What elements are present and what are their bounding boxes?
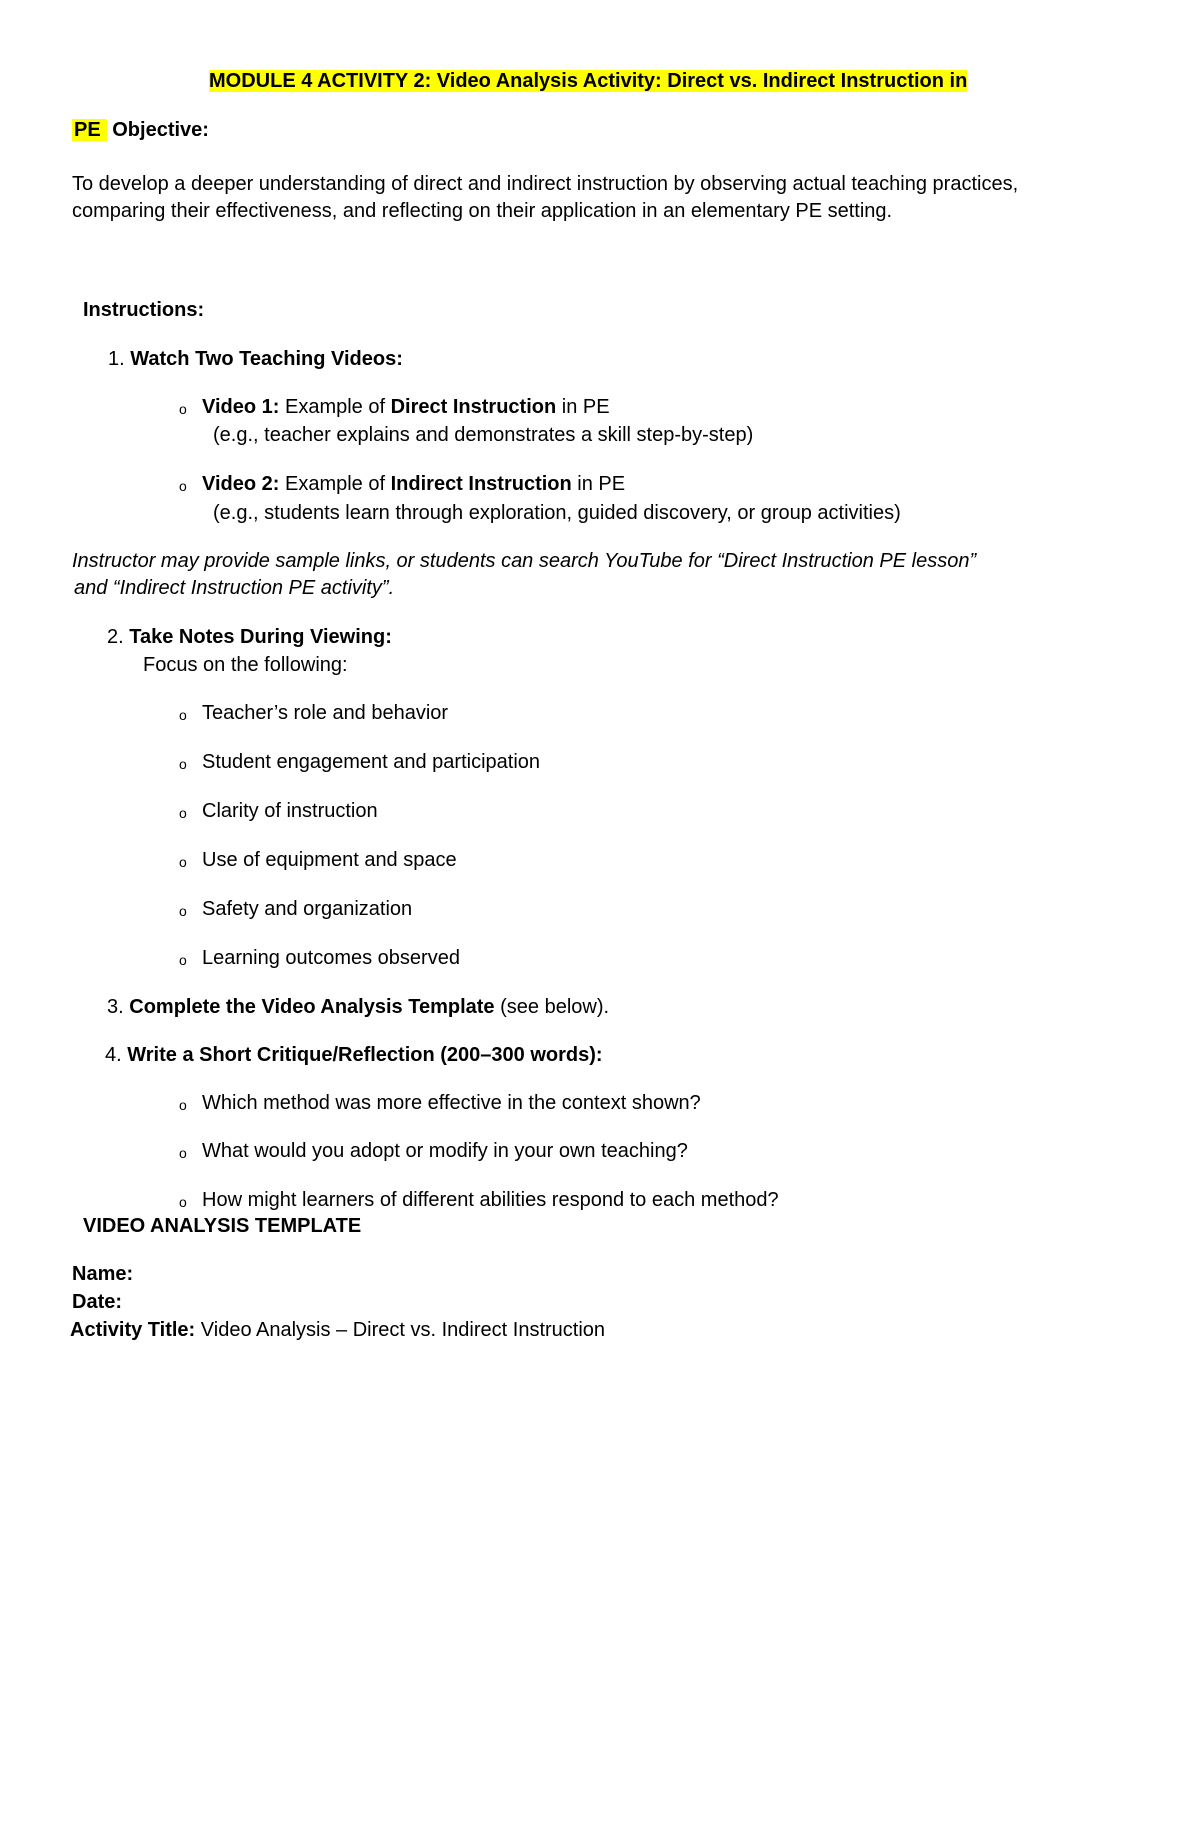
list-item: Student engagement and participation xyxy=(202,751,541,773)
bullet-icon: o xyxy=(179,903,187,919)
step-1 xyxy=(108,346,403,372)
bullet-icon: o xyxy=(179,756,187,772)
step-4-number: 4. xyxy=(105,1044,122,1066)
video-1-text-post: in PE xyxy=(556,396,610,418)
template-heading-text: VIDEO ANALYSIS TEMPLATE xyxy=(83,1215,362,1237)
title-highlight: MODULE 4 ACTIVITY 2: Video Analysis Activity: Direct vs. Indirect Instruction in xyxy=(209,70,968,92)
video-2-text-post: in PE xyxy=(571,473,626,495)
step-4 xyxy=(105,1042,603,1068)
video-1-label: Video 1: xyxy=(202,396,280,418)
bullet-icon: o xyxy=(179,805,187,821)
list-item: Which method was more effective in the context shown? xyxy=(202,1092,701,1114)
bullet-icon: o xyxy=(179,1194,187,1210)
step-3-suffix: (see below). xyxy=(494,996,610,1018)
bullet-icon: o xyxy=(179,1097,187,1113)
video-2-label: Video 2: xyxy=(202,473,280,495)
bullet-icon: o xyxy=(179,401,187,417)
activity-title-value: Video Analysis – Direct vs. Indirect Instruction xyxy=(195,1319,606,1341)
bullet-icon: o xyxy=(179,854,187,870)
step-1-label: Watch Two Teaching Videos: xyxy=(130,348,403,370)
video-2-bold: Indirect Instruction xyxy=(390,473,572,495)
video-1-example: (e.g., teacher explains and demonstrates a skill step-by-step) xyxy=(213,424,754,446)
document-title xyxy=(209,68,967,94)
step-2-focus: Focus on the following: xyxy=(143,654,348,676)
list-item: Use of equipment and space xyxy=(202,849,457,871)
step-3 xyxy=(107,994,609,1020)
list-item: What would you adopt or modify in your own teaching? xyxy=(202,1140,688,1162)
step-3-label: Complete the Video Analysis Template xyxy=(129,996,495,1018)
list-item: How might learners of different abilities respond to each method? xyxy=(202,1189,779,1211)
name-label: Name: xyxy=(72,1263,134,1285)
step-4-label: Write a Short Critique/Reflection (200–300 words): xyxy=(127,1044,603,1066)
date-field xyxy=(72,1289,122,1315)
video-1-bold: Direct Instruction xyxy=(390,396,557,418)
instructor-note-1: Instructor may provide sample links, or students can search YouTube for “Direct Instruction PE lesson” xyxy=(72,550,977,572)
objective-text-1: To develop a deeper understanding of direct and indirect instruction by observing actual teaching practices, xyxy=(72,173,1019,195)
activity-title-field xyxy=(70,1317,605,1343)
bullet-icon: o xyxy=(179,952,187,968)
video-1-line xyxy=(202,394,610,420)
step-2-label: Take Notes During Viewing: xyxy=(129,626,392,648)
objective-text-2: comparing their effectiveness, and reflecting on their application in an elementary PE setting. xyxy=(72,200,893,222)
date-label: Date: xyxy=(72,1291,123,1313)
video-2-text-pre: Example of xyxy=(279,473,391,495)
step-1-number: 1. xyxy=(108,348,125,370)
activity-title-label: Activity Title: xyxy=(70,1319,196,1341)
list-item: Safety and organization xyxy=(202,898,413,920)
video-2-example: (e.g., students learn through exploration, guided discovery, or group activities) xyxy=(213,502,901,524)
name-field xyxy=(72,1261,133,1287)
step-3-number: 3. xyxy=(107,996,124,1018)
step-2 xyxy=(107,624,392,650)
list-item: Learning outcomes observed xyxy=(202,947,460,969)
instructions-label-text: Instructions: xyxy=(83,299,205,321)
video-1-text-pre: Example of xyxy=(279,396,391,418)
objective-label: Objective: xyxy=(112,119,209,141)
bullet-icon: o xyxy=(179,478,187,494)
bullet-icon: o xyxy=(179,707,187,723)
title-pe: PE xyxy=(72,119,107,141)
step-2-number: 2. xyxy=(107,626,124,648)
objective-heading xyxy=(72,117,209,143)
bullet-icon: o xyxy=(179,1145,187,1161)
instructions-label xyxy=(83,297,204,323)
list-item: Clarity of instruction xyxy=(202,800,378,822)
instructor-note-2: and “Indirect Instruction PE activity”. xyxy=(74,577,395,599)
list-item: Teacher’s role and behavior xyxy=(202,702,449,724)
video-2-line xyxy=(202,471,625,497)
template-heading xyxy=(83,1213,361,1239)
